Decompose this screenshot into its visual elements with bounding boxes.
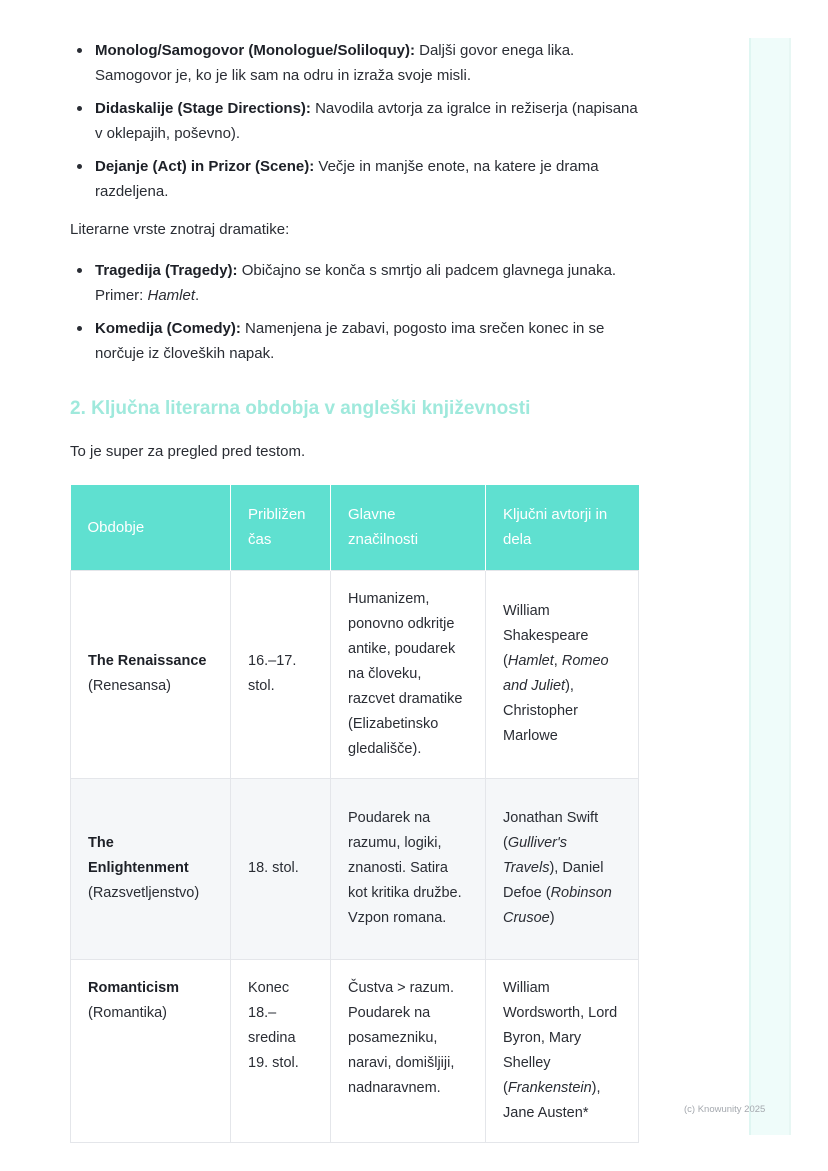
- period-name: Romanticism: [88, 979, 180, 996]
- work-title: Romeo and Juliet: [503, 653, 609, 694]
- term-description: Daljši govor enega lika. Samogovor je, ko je lik sam na odru in izraža svoje misli.: [95, 42, 575, 84]
- term-label: Dejanje (Act) in Prizor (Scene):: [95, 158, 315, 175]
- period-name: The Renaissance: [88, 653, 207, 669]
- table-row: [71, 778, 639, 959]
- term-label: Komedija (Comedy):: [95, 320, 241, 337]
- term-description: Navodila avtorja za igralce in režiserja (napisana v oklepajih, poševno).: [95, 100, 638, 142]
- period-translation: (Razsvetljenstvo): [88, 885, 200, 901]
- genres-list: [70, 258, 640, 366]
- authors-text: William Shakespeare (: [503, 603, 589, 669]
- document-content: [70, 38, 640, 1143]
- periods-table: [70, 485, 639, 1143]
- period-translation: (Renesansa): [88, 678, 172, 694]
- features-cell: Poudarek na razumu, logiki, znanosti. Satira kot kritika družbe. Vzpon romana.: [331, 778, 486, 959]
- period-cell: [71, 959, 231, 1142]
- authors-text: ), Daniel Defoe (: [503, 860, 604, 901]
- work-title: Frankenstein: [507, 1079, 592, 1096]
- list-item: [70, 316, 640, 366]
- term-description: Običajno se konča s smrtjo ali padcem glavnega junaka. Primer:: [95, 262, 617, 304]
- authors-text: Jonathan Swift (: [503, 810, 599, 851]
- authors-text: ): [549, 910, 555, 926]
- drama-terms-list: [70, 38, 640, 204]
- authors-text: ,: [553, 653, 562, 669]
- side-strip: [749, 38, 791, 1135]
- work-title: Gulliver's Travels: [503, 835, 568, 876]
- authors-text: ), Jane Austen*: [503, 1079, 601, 1121]
- column-header: Ključni avtorji in dela: [486, 485, 639, 570]
- term-description: Namenjena je zabavi, pogosto ima srečen konec in se norčuje iz človeških napak.: [95, 320, 605, 362]
- authors-text: ), Christopher Marlowe: [503, 678, 578, 744]
- column-header: Glavne značilnosti: [331, 485, 486, 570]
- term-label: Monolog/Samogovor (Monologue/Soliloquy):: [95, 42, 415, 59]
- period-translation: (Romantika): [88, 1004, 167, 1021]
- watermark: (c) Knowunity 2025: [684, 1104, 766, 1115]
- genres-intro: Literarne vrste znotraj dramatike:: [70, 221, 290, 238]
- example-title: Hamlet: [147, 287, 196, 304]
- period-cell: [71, 570, 231, 778]
- column-header: Obdobje: [71, 485, 231, 570]
- authors-text: William Wordsworth, Lord Byron, Mary Shelley (: [503, 979, 618, 1096]
- term-label: Didaskalije (Stage Directions):: [95, 100, 311, 117]
- list-item: [70, 38, 640, 88]
- authors-cell: [486, 959, 639, 1142]
- punctuation: .: [195, 287, 200, 304]
- work-title: Robinson Crusoe: [503, 885, 612, 926]
- features-cell: Humanizem, ponovno odkritje antike, poudarek na človeku, razcvet dramatike (Elizabetinsko gledališče).: [331, 570, 486, 778]
- list-item: [70, 154, 640, 204]
- list-item: [70, 258, 640, 308]
- period-name: The Enlightenment: [88, 835, 189, 876]
- list-item: [70, 96, 640, 146]
- table-row: [71, 959, 639, 1142]
- column-header: Približen čas: [231, 485, 331, 570]
- time-cell: Konec 18.– sredina 19. stol.: [231, 959, 331, 1142]
- section-title: 2. Ključna literarna obdobja v angleški književnosti: [70, 398, 531, 419]
- period-cell: [71, 778, 231, 959]
- work-title: Hamlet: [507, 653, 554, 669]
- term-label: Tragedija (Tragedy):: [95, 262, 238, 279]
- time-cell: 16.–17. stol.: [231, 570, 331, 778]
- term-description: Večje in manjše enote, na katere je drama razdeljena.: [95, 158, 599, 200]
- table-header-row: [71, 485, 639, 570]
- table-row: [71, 570, 639, 778]
- section-intro: To je super za pregled pred testom.: [70, 443, 306, 460]
- authors-cell: [486, 570, 639, 778]
- time-cell: 18. stol.: [231, 778, 331, 959]
- authors-cell: [486, 778, 639, 959]
- features-cell: Čustva > razum. Poudarek na posamezniku, naravi, domišljiji, nadnaravnem.: [331, 959, 486, 1142]
